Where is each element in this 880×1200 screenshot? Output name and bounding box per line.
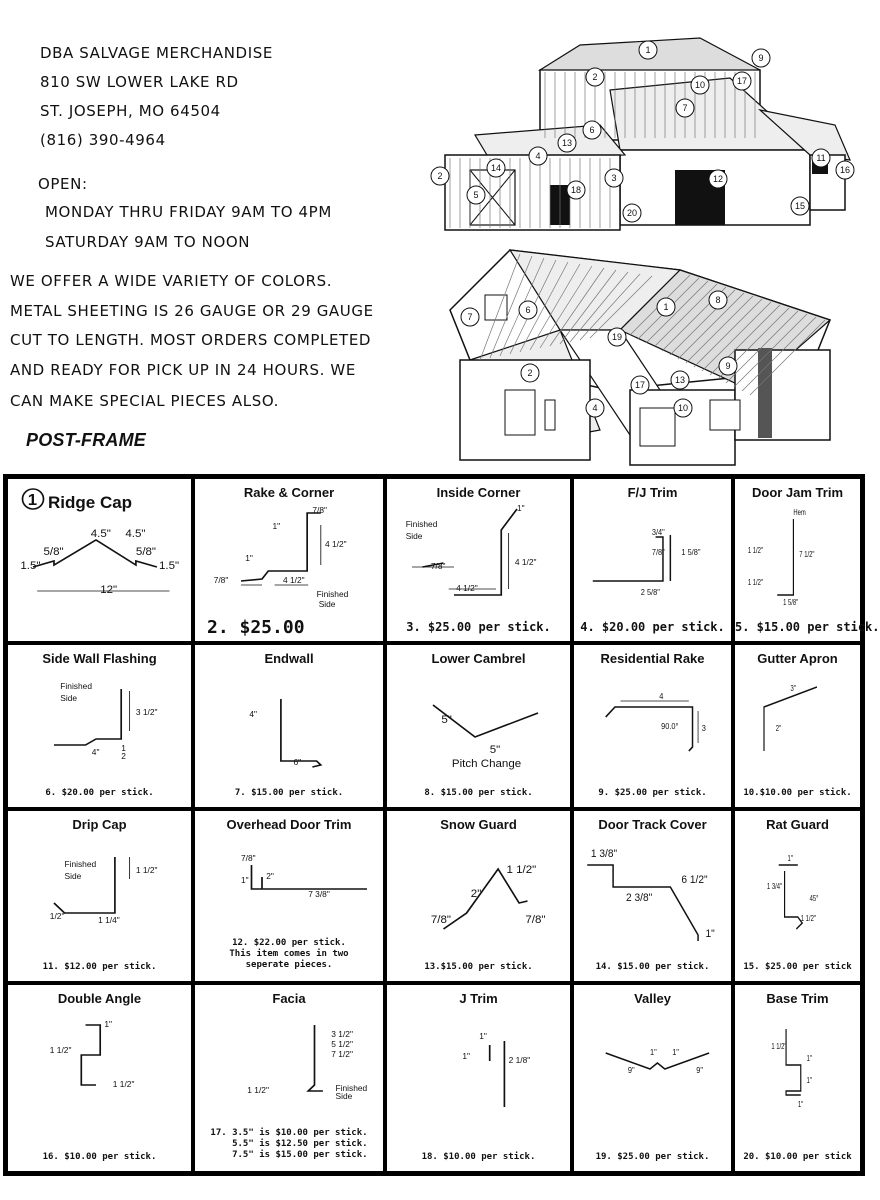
trim-title: Valley [634, 991, 671, 1006]
dimension-label: 3 1/2" [331, 1030, 353, 1039]
trim-title: Door Jam Trim [751, 485, 844, 500]
dimension-label: 5 1/2" [331, 1040, 353, 1049]
dimension-label: 1" [650, 1047, 657, 1058]
callout-number: 5 [473, 190, 479, 200]
dimension-label: 7/8" [312, 506, 328, 515]
trim-item-14 [572, 809, 733, 983]
dimension-label: Finished [405, 520, 438, 529]
trim-item-18 [385, 983, 572, 1173]
dimension-label: Pitch Change [451, 758, 522, 770]
dimension-label: 4 1/2" [325, 540, 347, 549]
dimension-label: 2 1/8" [508, 1056, 531, 1065]
dimension-label: Finished [335, 1084, 368, 1093]
trim-title: Snow Guard [440, 817, 517, 832]
dimension-label: 1" [272, 522, 281, 531]
profile-line [606, 707, 693, 751]
trim-title: Base Trim [766, 991, 829, 1006]
callout-number: 10 [677, 403, 689, 413]
trim-item-7 [193, 643, 385, 809]
trim-title: Rat Guard [766, 817, 829, 832]
callout-number: 10 [694, 80, 706, 90]
dimension-label: 7 3/8" [308, 890, 330, 899]
dimension-label: Side [335, 1092, 353, 1101]
dimension-label: 1 5/8" [681, 547, 701, 558]
callout-number: 7 [682, 103, 688, 113]
dimension-label: 1" [104, 1020, 113, 1029]
dimension-label: 7/8" [525, 914, 546, 926]
callout-number: 17 [634, 380, 646, 390]
trim-item-8 [385, 643, 572, 809]
dimension-label: 1 5/8" [783, 599, 799, 608]
trim-item-15 [733, 809, 862, 983]
dimension-label: 1" [241, 876, 249, 885]
trim-title: Ridge Cap [48, 493, 133, 512]
dimension-label: 1 3/8" [590, 847, 618, 861]
dimension-label: 2 3/8" [626, 891, 653, 905]
dimension-label: 1 1/2" [112, 1080, 135, 1089]
callout-number: 1 [645, 45, 651, 55]
trim-profile-diagram [735, 985, 864, 1175]
dimension-label: 45° [809, 895, 819, 904]
trim-item-5 [733, 477, 880, 643]
callout-number: 2 [527, 368, 533, 378]
dimension-label: 3/4" [651, 527, 665, 538]
dimension-label: Finished [64, 860, 97, 869]
trim-item-13 [385, 809, 572, 983]
dimension-label: 1" [517, 504, 525, 513]
trim-price: 13.$15.00 per stick. [424, 962, 533, 972]
callout-number: 18 [570, 185, 582, 195]
trim-item-16 [6, 983, 193, 1173]
trim-price: 7. $15.00 per stick. [234, 788, 344, 798]
dimension-label: 7/8" [651, 547, 665, 558]
trim-title: Gutter Apron [757, 651, 838, 666]
trim-profile-diagram [574, 645, 735, 811]
callout-number: 4 [535, 151, 541, 161]
trim-profile-diagram [8, 479, 195, 645]
trim-item-1 [6, 477, 193, 643]
trim-price: 2. $25.00 [207, 617, 305, 638]
callout-number: 8 [715, 295, 721, 305]
callout-number: 7 [467, 312, 473, 322]
dimension-label: 5" [441, 714, 452, 726]
profile-line [81, 1025, 100, 1085]
trim-item-11 [6, 809, 193, 983]
callout-number: 15 [794, 201, 806, 211]
trim-item-10 [733, 643, 862, 809]
trim-item-19 [572, 983, 733, 1173]
trim-price: 11. $12.00 per stick. [42, 962, 157, 972]
trim-profile-diagram [195, 645, 387, 811]
barn-illustration [445, 38, 850, 230]
dimension-label: 1 1/2" [135, 866, 158, 875]
dimension-label: 4 1/2" [456, 584, 478, 593]
callout-number: 4 [592, 403, 598, 413]
dimension-label: 1" [806, 1055, 813, 1064]
trim-title: Rake & Corner [243, 485, 335, 500]
trim-item-4 [572, 477, 733, 643]
dimension-label: 5/8" [43, 546, 64, 558]
phone-number: (816) 390-4964 [40, 131, 166, 149]
trim-price: 5. $15.00 per stick. [735, 620, 880, 634]
trim-profile-diagram [387, 811, 574, 985]
dimension-label: Hem [793, 509, 806, 518]
business-name: DBA SALVAGE MERCHANDISE [40, 44, 273, 62]
dimension-label: 7 1/2" [331, 1050, 353, 1059]
trim-title: Inside Corner [436, 485, 521, 500]
dimension-label: 1 [121, 744, 126, 753]
trim-profile-diagram [387, 645, 574, 811]
dimension-label: 4" [249, 710, 258, 719]
profile-line [490, 1041, 505, 1107]
intro-line-5: CAN MAKE SPECIAL PIECES ALSO. [10, 392, 280, 410]
trim-price: 6. $20.00 per stick. [45, 788, 154, 798]
street-address: 810 SW LOWER LAKE RD [40, 73, 239, 91]
dimension-label: 5" [489, 744, 501, 756]
dimension-label: 1.5" [159, 560, 180, 572]
dimension-label: 3 1/2" [135, 708, 158, 717]
trim-title: Endwall [264, 651, 314, 666]
profile-line [764, 687, 817, 751]
dimension-label: 1 3/4" [766, 883, 783, 892]
dimension-label: 1" [806, 1077, 813, 1086]
dimension-label: 5/8" [135, 546, 157, 558]
trim-price: 18. $10.00 per stick. [421, 1152, 536, 1162]
dimension-label: 1 1/4" [98, 916, 120, 925]
open-label: OPEN: [38, 175, 88, 193]
trim-title: Residential Rake [600, 651, 705, 666]
trim-title: Lower Cambrel [431, 651, 526, 666]
house-illustration [450, 250, 830, 465]
dimension-label: Finished [316, 590, 349, 599]
dimension-label: 1" [705, 927, 715, 941]
trim-title: Facia [272, 991, 306, 1006]
trim-price: 17. 3.5" is $10.00 per stick. 5.5" is $12.50 per stick. 7.5" is $15.00 per stick. [210, 1128, 368, 1160]
dimension-label: 1 1/2" [747, 579, 763, 588]
dimension-label: 2 5/8" [640, 587, 660, 598]
trim-profile-diagram [8, 985, 195, 1175]
dimension-label: 7/8" [430, 914, 452, 926]
profile-line [777, 519, 793, 595]
dimension-label: Side [64, 872, 82, 881]
trim-price: 19. $25.00 per stick. [595, 1152, 710, 1162]
callout-number: 6 [525, 305, 531, 315]
dimension-label: 1/2" [49, 912, 65, 921]
weekday-hours: MONDAY THRU FRIDAY 9AM TO 4PM [45, 203, 332, 221]
callout-number: 20 [626, 208, 638, 218]
section-label: POST-FRAME [26, 430, 147, 450]
dimension-label: 1" [245, 554, 253, 563]
dimension-label: 1 1/2" [800, 915, 816, 924]
callout-number: 2 [592, 72, 598, 82]
dimension-label: 1" [462, 1052, 471, 1061]
trim-title: F/J Trim [627, 485, 678, 500]
trim-item-9 [572, 643, 733, 809]
building-illustrations [430, 30, 872, 470]
dimension-label: 4" [91, 748, 100, 757]
callout-number: 9 [725, 361, 731, 371]
trim-profile-diagram [735, 811, 864, 985]
callout-number: 3 [611, 173, 617, 183]
trim-title: Double Angle [57, 991, 142, 1006]
trim-profile-diagram [574, 985, 735, 1175]
dimension-label: 4 [659, 691, 664, 702]
intro-line-1: WE OFFER A WIDE VARIETY OF COLORS. [10, 272, 333, 290]
dimension-label: 7/8" [213, 576, 229, 585]
trim-title: Drip Cap [72, 817, 127, 832]
dimension-label: 3 [701, 723, 706, 734]
profile-line [779, 865, 803, 929]
callout-number: 17 [736, 76, 748, 86]
trim-profile-diagram [8, 645, 195, 811]
dimension-label: 4 1/2" [514, 558, 537, 567]
trim-price: 14. $15.00 per stick. [595, 962, 710, 972]
trim-item-17 [193, 983, 385, 1173]
trim-title: J Trim [459, 991, 498, 1006]
dimension-label: 7 1/2" [799, 551, 815, 560]
dimension-label: Finished [60, 682, 92, 691]
dimension-label: 6 1/2" [681, 873, 708, 887]
trim-price: 10.$10.00 per stick. [743, 788, 852, 798]
dimension-label: 90.0° [661, 721, 679, 732]
trim-price: 15. $25.00 per stick [743, 962, 852, 972]
profile-line [606, 1053, 709, 1069]
dimension-label: 3" [790, 685, 796, 694]
profile-line [786, 1029, 801, 1095]
callout-number: 12 [712, 174, 724, 184]
trim-price: 20. $10.00 per stick [743, 1152, 852, 1162]
dimension-label: 1 [27, 491, 38, 509]
dimension-label: 1" [787, 855, 793, 864]
trim-profile-diagram [387, 985, 574, 1175]
trim-profile-diagram [8, 811, 195, 985]
callout-number: 13 [674, 375, 686, 385]
dimension-label: 1 1/2" [747, 547, 763, 556]
trim-item-3 [385, 477, 572, 643]
callout-number: 11 [816, 153, 826, 163]
dimension-label: 7/8" [430, 562, 446, 571]
profile-line [308, 1025, 323, 1091]
callout-number: 16 [839, 165, 851, 175]
callout-number: 14 [490, 163, 502, 173]
dimension-label: 2" [266, 872, 274, 881]
intro-line-3: CUT TO LENGTH. MOST ORDERS COMPLETED [10, 331, 372, 349]
dimension-label: 1 1/2" [771, 1043, 787, 1052]
trim-title: Side Wall Flashing [42, 651, 157, 666]
callout-number: 2 [437, 171, 443, 181]
trim-price: 8. $15.00 per stick. [424, 788, 533, 798]
profile-line [281, 699, 321, 767]
saturday-hours: SATURDAY 9AM TO NOON [45, 233, 251, 251]
trim-price: 3. $25.00 per stick. [406, 620, 551, 634]
callout-number: 9 [758, 53, 764, 63]
dimension-label: Side [60, 694, 78, 703]
dimension-label: 4.5" [90, 528, 111, 540]
dimension-label: 1.5" [20, 560, 41, 572]
trim-catalog-grid [3, 474, 880, 1176]
trim-title: Overhead Door Trim [226, 817, 352, 832]
trim-price: 4. $20.00 per stick. [580, 620, 725, 634]
intro-line-2: METAL SHEETING IS 26 GAUGE OR 29 GAUGE [10, 302, 374, 320]
dimension-label: 7/8" [241, 854, 256, 863]
trim-profile-diagram [574, 811, 735, 985]
trim-item-2 [193, 477, 385, 643]
intro-line-4: AND READY FOR PICK UP IN 24 HOURS. WE [10, 361, 356, 379]
dimension-label: 1 1/2" [247, 1086, 269, 1095]
profile-line [444, 869, 528, 929]
trim-price: 12. $22.00 per stick. This item comes in two seperate pieces. [229, 938, 349, 970]
dimension-label: 12" [100, 584, 118, 596]
trim-item-6 [6, 643, 193, 809]
dimension-label: 1" [797, 1101, 804, 1110]
trim-item-12 [193, 809, 385, 983]
dimension-label: 6" [293, 758, 302, 767]
trim-item-20 [733, 983, 862, 1173]
dimension-label: 4 1/2" [283, 576, 305, 585]
dimension-label: Side [318, 600, 336, 609]
dimension-label: 2" [470, 888, 482, 900]
callout-number: 6 [589, 125, 595, 135]
trim-price: 9. $25.00 per stick. [598, 788, 707, 798]
dimension-label: 1" [479, 1032, 487, 1041]
dimension-label: 9" [696, 1065, 703, 1076]
callout-number: 13 [561, 138, 573, 148]
dimension-label: 2 [121, 752, 126, 761]
dimension-label: 1" [672, 1047, 679, 1058]
trim-title: Door Track Cover [598, 817, 707, 832]
dimension-label: Side [405, 532, 423, 541]
profile-line [241, 513, 321, 581]
trim-price: 16. $10.00 per stick. [42, 1152, 157, 1162]
callout-number: 19 [611, 332, 623, 342]
dimension-label: 4.5" [125, 528, 146, 540]
profile-line [593, 535, 671, 581]
callout-number: 1 [663, 302, 669, 312]
city-state-zip: ST. JOSEPH, MO 64504 [40, 102, 221, 120]
dimension-label: 1 1/2" [506, 864, 537, 876]
trim-profile-diagram [735, 645, 864, 811]
dimension-label: 2" [775, 725, 782, 734]
dimension-label: 1 1/2" [49, 1046, 72, 1055]
dimension-label: 9" [627, 1065, 635, 1076]
